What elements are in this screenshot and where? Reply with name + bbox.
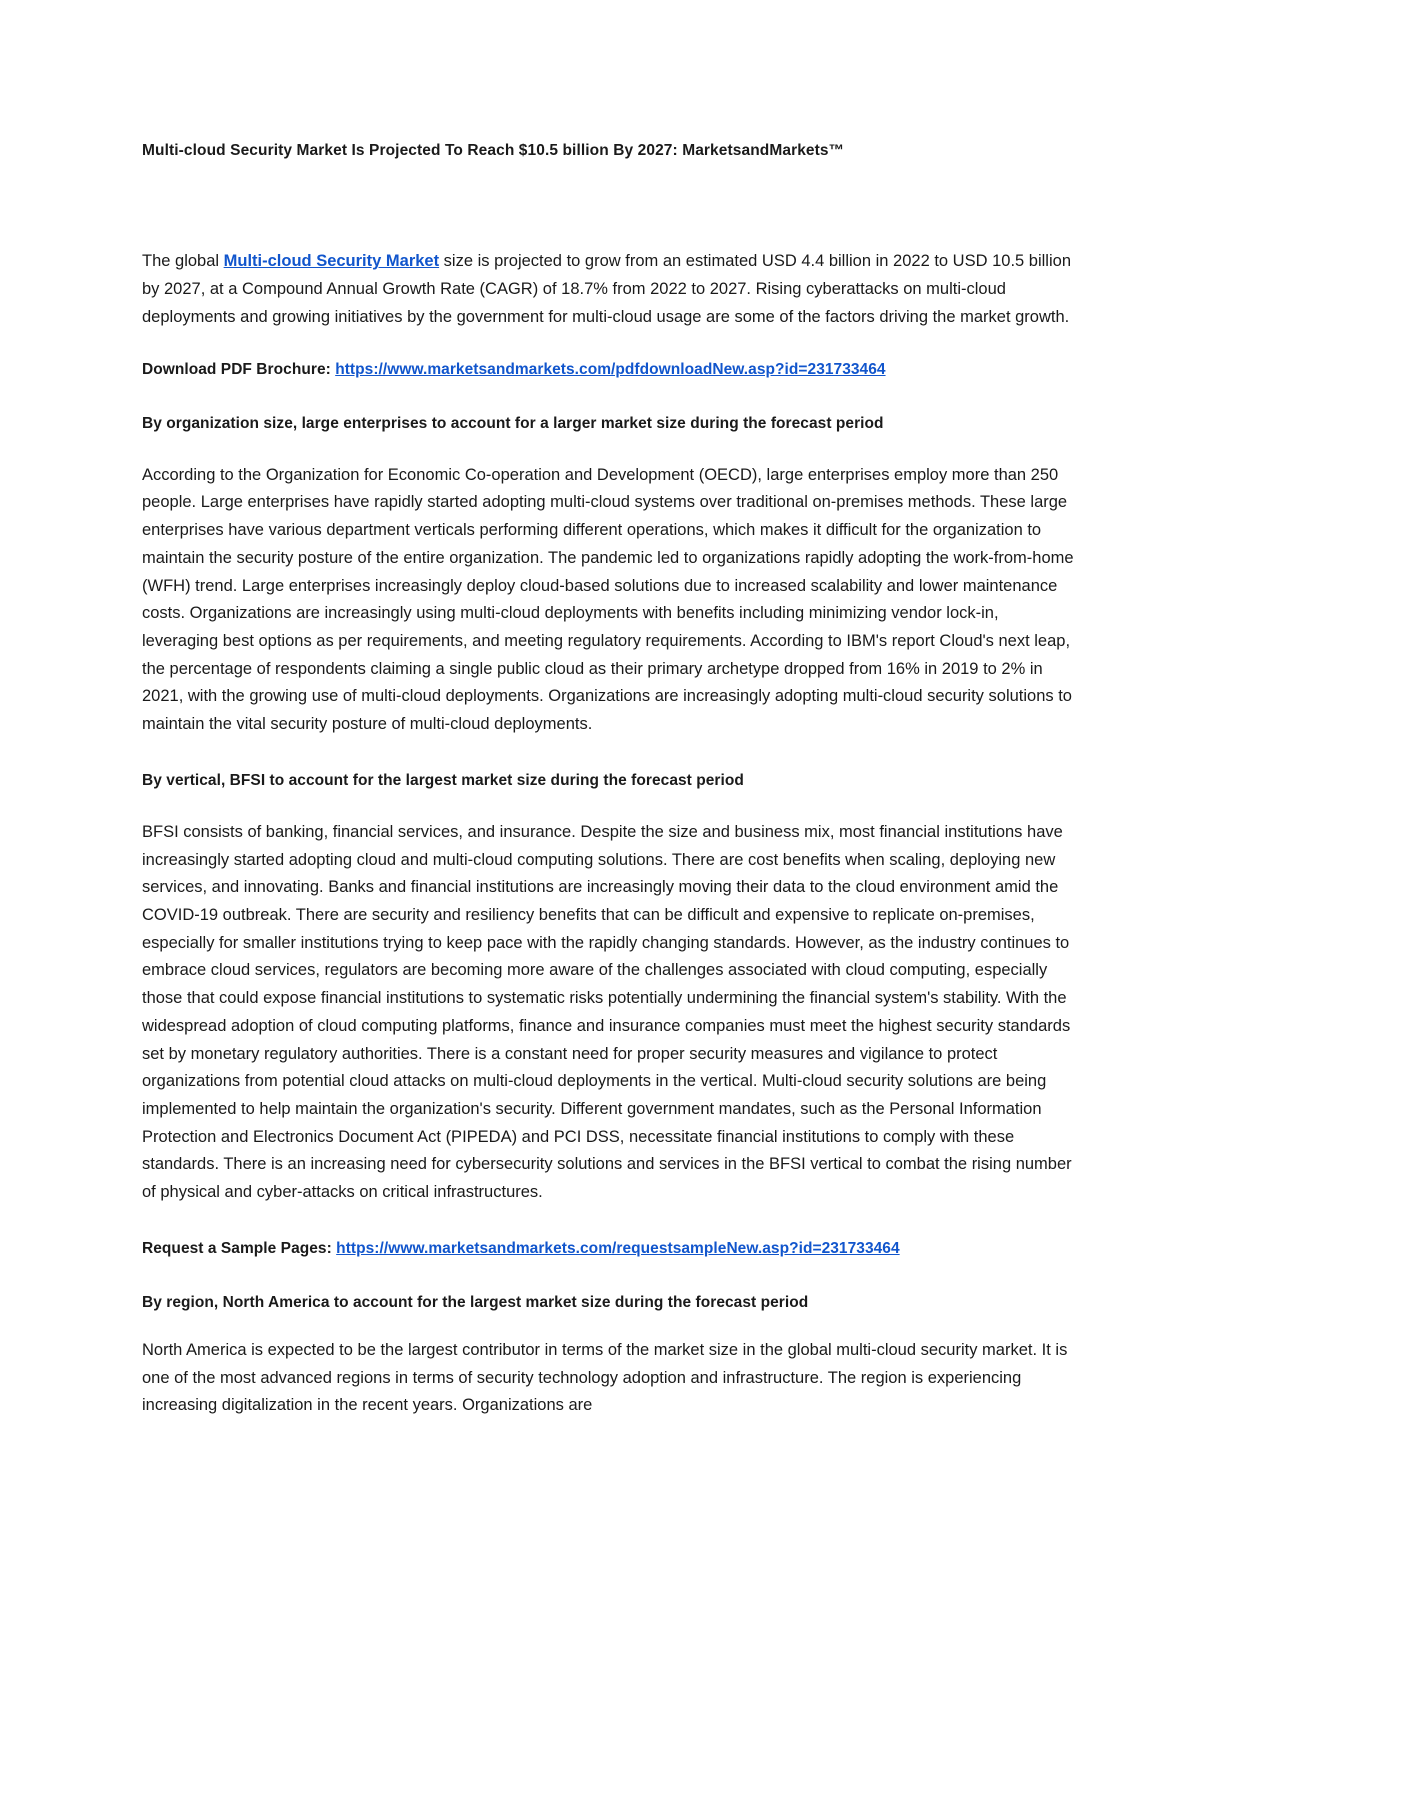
multi-cloud-security-market-link[interactable]: Multi-cloud Security Market	[223, 252, 440, 271]
intro-rest-text: size is projected to grow from an estimated USD 4.4 billion in 2022 to USD 10.5 billion by 2027, at a Compound Annual Growth Rate (CAGR) of 18.7% from 2022 to 2027. Rising cyberattacks on multi-cloud deployments and growing initiatives by the government for multi-cloud usage are some of the factors driving the market growth.	[142, 252, 1071, 326]
download-brochure-line	[142, 358, 1074, 382]
heading-vertical-bfsi: By vertical, BFSI to account for the largest market size during the forecast period	[142, 771, 744, 789]
spacer-after-sample	[142, 1261, 1074, 1291]
document-content	[142, 140, 1074, 1420]
heading-region-north-america: By region, North America to account for the largest market size during the forecast period	[142, 1293, 809, 1311]
request-sample-line	[142, 1237, 1074, 1261]
download-brochure-label: Download PDF Brochure:	[142, 360, 336, 378]
request-sample-label: Request a Sample Pages:	[142, 1239, 337, 1257]
title-spacer	[142, 162, 1074, 248]
spacer-after-org-heading	[142, 436, 1074, 462]
paragraph-region-north-america: North America is expected to be the largest contributor in terms of the market size in the global multi-cloud security market. It is one of the most advanced regions in terms of security technology adoption and infrastructure. The region is experiencing increasing digitalization in the recent years. Organizations are	[142, 1340, 1068, 1415]
intro-paragraph	[142, 248, 1074, 331]
spacer-after-region-heading	[142, 1315, 1074, 1337]
spacer-after-vertical-heading	[142, 793, 1074, 819]
paragraph-organization-size: According to the Organization for Economic Co-operation and Development (OECD), large enterprises employ more than 250 people. Large enterprises have rapidly started adopting multi-cloud systems over traditional on-premises methods. These large enterprises have various department verticals performing different operations, which makes it difficult for the organization to maintain the security posture of the entire organization. The pandemic led to organizations rapidly adopting the work-from-home (WFH) trend. Large enterprises increasingly deploy cloud-based solutions due to increased scalability and lower maintenance costs. Organizations are increasingly using multi-cloud deployments with benefits including minimizing vendor lock-in, leveraging best options as per requirements, and meeting regulatory requirements. According to IBM's report Cloud's next leap, the percentage of respondents claiming a single public cloud as their primary archetype dropped from 16% in 2019 to 2% in 2021, with the growing use of multi-cloud deployments. Organizations are increasingly adopting multi-cloud security solutions to maintain the vital security posture of multi-cloud deployments.	[142, 465, 1074, 734]
intro-lead-text: The global	[142, 252, 224, 271]
spacer-after-brochure	[142, 382, 1074, 412]
spacer-after-vertical-body	[142, 1207, 1074, 1237]
spacer-after-org-body	[142, 739, 1074, 769]
download-brochure-link[interactable]: https://www.marketsandmarkets.com/pdfdownloadNew.asp?id=231733464	[335, 360, 886, 378]
request-sample-link[interactable]: https://www.marketsandmarkets.com/requestsampleNew.asp?id=231733464	[336, 1239, 900, 1257]
paragraph-vertical-bfsi: BFSI consists of banking, financial services, and insurance. Despite the size and business mix, most financial institutions have increasingly started adopting cloud and multi-cloud computing solutions. There are cost benefits when scaling, deploying new services, and innovating. Banks and financial institutions are increasingly moving their data to the cloud environment amid the COVID-19 outbreak. There are security and resiliency benefits that can be difficult and expensive to replicate on-premises, especially for smaller institutions trying to keep pace with the rapidly changing standards. However, as the industry continues to embrace cloud services, regulators are becoming more aware of the challenges associated with cloud computing, especially those that could expose financial institutions to systematic risks potentially undermining the financial system's stability. With the widespread adoption of cloud computing platforms, finance and insurance companies must meet the highest security standards set by monetary regulatory authorities. There is a constant need for proper security measures and vigilance to protect organizations from potential cloud attacks on multi-cloud deployments in the vertical. Multi-cloud security solutions are being implemented to help maintain the organization's security. Different government mandates, such as the Personal Information Protection and Electronics Document Act (PIPEDA) and PCI DSS, necessitate financial institutions to comply with these standards. There is an increasing need for cybersecurity solutions and services in the BFSI vertical to combat the rising number of physical and cyber-attacks on critical infrastructures.	[142, 822, 1072, 1202]
page-title: Multi-cloud Security Market Is Projected To Reach $10.5 billion By 2027: MarketsandMarkets™	[142, 142, 845, 159]
spacer-after-intro	[142, 332, 1074, 358]
heading-organization-size: By organization size, large enterprises to account for a larger market size during the forecast period	[142, 414, 884, 432]
